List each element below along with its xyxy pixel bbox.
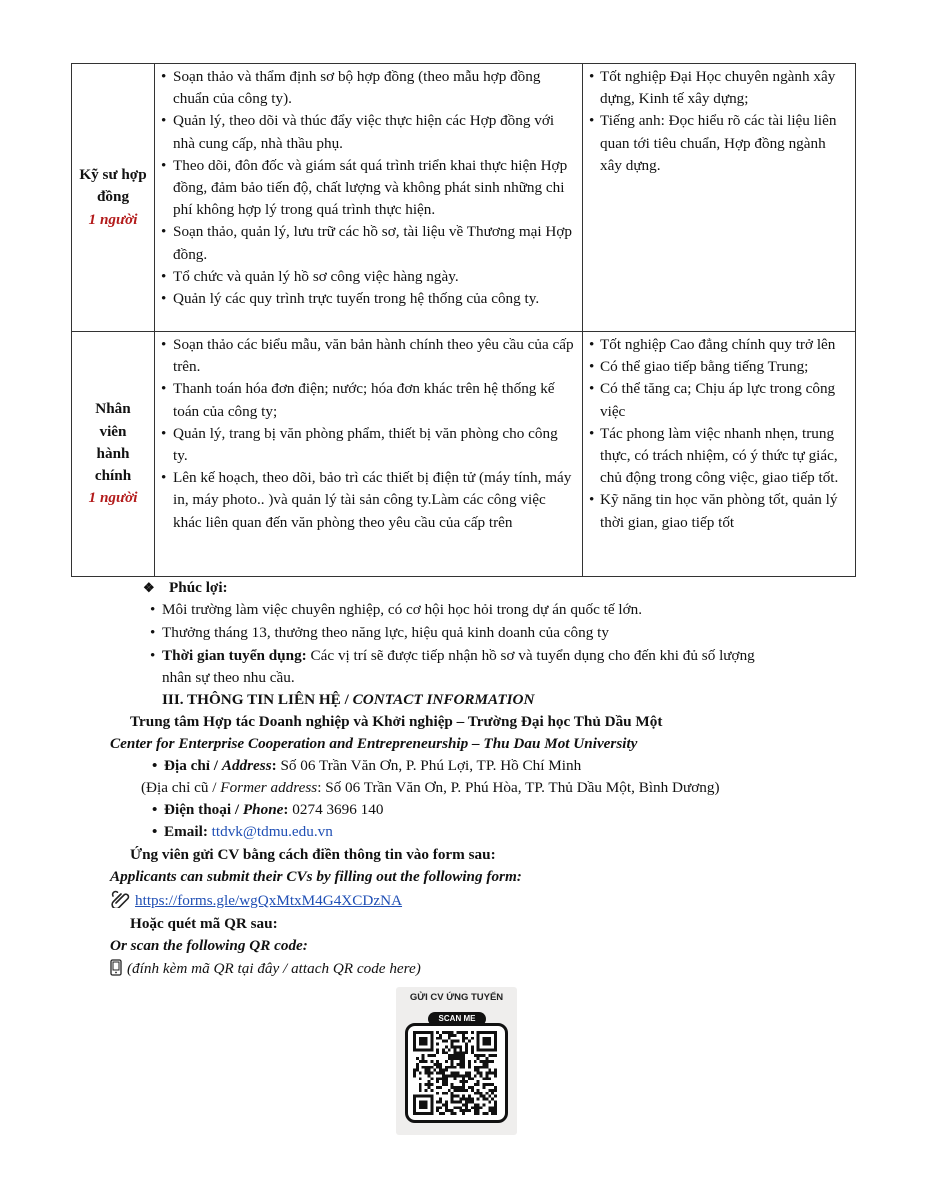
paperclip-icon	[110, 890, 130, 908]
table-row	[72, 332, 856, 577]
list-item: • Quản lý, trang bị văn phòng phẩm, thiết bị văn phòng cho công ty.	[161, 423, 576, 467]
list-item: • Quản lý các quy trình trực tuyến trong hệ thống của công ty.	[161, 288, 576, 310]
table-row	[72, 64, 856, 332]
list-item: • Lên kế hoạch, theo dõi, bảo trì các thiết bị điện tử (máy tính, máy in, máy photo.. )và quản lý tài sản công ty.Làm các công việc khác liên quan đến văn phòng theo yêu cầu của cấp trên	[161, 467, 576, 534]
bullet-icon: •	[150, 624, 156, 641]
center-name-vi: Trung tâm Hợp tác Doanh nghiệp và Khởi nghiệp – Trường Đại học Thủ Dầu Một	[130, 713, 663, 730]
bullet-icon: •	[152, 757, 158, 774]
center-name-en: Center for Enterprise Cooperation and Entrepreneurship – Thu Dau Mot University	[110, 735, 638, 752]
role-cell	[72, 332, 155, 577]
form-link-line	[110, 890, 402, 912]
address-line: • Địa chỉ / Address: Số 06 Trần Văn Ơn, P. Phú Lợi, TP. Hồ Chí Minh	[152, 755, 581, 777]
requirement-list	[589, 334, 849, 534]
email-link[interactable]: ttdvk@tdmu.edu.vn	[211, 823, 333, 840]
email-line: • Email: ttdvk@tdmu.edu.vn	[152, 821, 333, 843]
list-item: • Tác phong làm việc nhanh nhẹn, trung thực, có trách nhiệm, có ý thức tự giác, chủ động trong công việc, giao tiếp tốt.	[589, 423, 849, 490]
list-item: • Quản lý, theo dõi và thúc đẩy việc thực hiện các Hợp đồng với nhà cung cấp, nhà thầu phụ.	[161, 110, 576, 154]
list-item: • Tiếng anh: Đọc hiểu rõ các tài liệu liên quan tới tiêu chuẩn, Hợp đồng ngành xây dựng.	[589, 110, 849, 177]
list-item: • Soạn thảo các biểu mẫu, văn bản hành chính theo yêu cầu của cấp trên.	[161, 334, 576, 378]
bullet-icon: •	[152, 823, 158, 840]
requirements-cell	[583, 64, 856, 332]
list-item: • Tốt nghiệp Cao đẳng chính quy trở lên	[589, 334, 849, 356]
list-item: • Kỹ năng tin học văn phòng tốt, quản lý thời gian, giao tiếp tốt	[589, 489, 849, 533]
former-address-line: (Địa chỉ cũ / Former address: Số 06 Trần Văn Ơn, P. Phú Hòa, TP. Thủ Dầu Một, Bình Dương)	[141, 779, 720, 796]
form-link[interactable]: https://forms.gle/wgQxMtxM4G4XCDzNA	[135, 892, 403, 909]
duties-cell	[155, 64, 583, 332]
requirements-cell	[583, 332, 856, 577]
headcount: 1 người	[88, 210, 138, 228]
role-name: Kỹ sư hợp đồng	[79, 166, 147, 206]
qr-instruction-vi: Hoặc quét mã QR sau:	[130, 915, 278, 932]
attach-note-line: (đính kèm mã QR tại đây / attach QR code here)	[110, 958, 421, 980]
recruit-time-cont: nhân sự theo nhu cầu.	[162, 669, 295, 686]
contact-heading: III. THÔNG TIN LIÊN HỆ / CONTACT INFORMATION	[162, 691, 535, 708]
benefits-heading: ❖ Phúc lợi:	[143, 577, 228, 599]
phone-line: • Điện thoại / Phone: 0274 3696 140	[152, 799, 383, 821]
job-table	[71, 63, 856, 577]
list-item: • Có thể tăng ca; Chịu áp lực trong công việc	[589, 378, 849, 422]
list-item: • Có thể giao tiếp bằng tiếng Trung;	[589, 356, 849, 378]
bullet-icon: •	[150, 647, 156, 664]
list-item: • Tổ chức và quản lý hồ sơ công việc hàng ngày.	[161, 266, 576, 288]
list-item: • Soạn thảo, quản lý, lưu trữ các hồ sơ, tài liệu về Thương mại Hợp đồng.	[161, 221, 576, 265]
qr-code-icon[interactable]	[413, 1031, 497, 1115]
diamond-bullet-icon: ❖	[143, 580, 155, 595]
list-item: • Soạn thảo và thẩm định sơ bộ hợp đồng (theo mẫu hợp đồng chuẩn của công ty).	[161, 66, 576, 110]
duty-list	[161, 66, 576, 310]
list-item: • Theo dõi, đôn đốc và giám sát quá trình triển khai thực hiện Hợp đồng, đảm bảo tiến độ, chất lượng và không phát sinh những chi phí không hợp lý trong quá trình thực hiện.	[161, 155, 576, 222]
qr-instruction-en: Or scan the following QR code:	[110, 937, 308, 954]
benefit-item: • Thưởng tháng 13, thưởng theo năng lực, hiệu quả kinh doanh của công ty	[150, 622, 609, 644]
role-cell	[72, 64, 155, 332]
headcount: 1 người	[88, 489, 138, 507]
recruit-time: • Thời gian tuyển dụng: Các vị trí sẽ được tiếp nhận hồ sơ và tuyển dụng cho đến khi đủ số lượng	[150, 645, 755, 667]
role-name: Nhân viên hành chính	[94, 400, 132, 485]
scan-me-badge: SCAN ME	[428, 1012, 486, 1026]
list-item: • Thanh toán hóa đơn điện; nước; hóa đơn khác trên hệ thống kế toán của công ty;	[161, 378, 576, 422]
cv-instruction-vi: Ứng viên gửi CV bằng cách điền thông tin vào form sau:	[130, 846, 496, 863]
bullet-icon: •	[152, 801, 158, 818]
duties-cell	[155, 332, 583, 577]
list-item: • Tốt nghiệp Đại Học chuyên ngành xây dựng, Kinh tế xây dựng;	[589, 66, 849, 110]
cv-instruction-en: Applicants can submit their CVs by filling out the following form:	[110, 868, 522, 885]
phone-icon	[110, 959, 122, 976]
qr-poster	[396, 987, 517, 1135]
duty-list	[161, 334, 576, 534]
bullet-icon: •	[150, 601, 156, 618]
qr-poster-title: GỬI CV ỨNG TUYỂN	[409, 992, 504, 1003]
requirement-list	[589, 66, 849, 177]
benefit-item: • Môi trường làm việc chuyên nghiệp, có cơ hội học hỏi trong dự án quốc tế lớn.	[150, 599, 642, 621]
